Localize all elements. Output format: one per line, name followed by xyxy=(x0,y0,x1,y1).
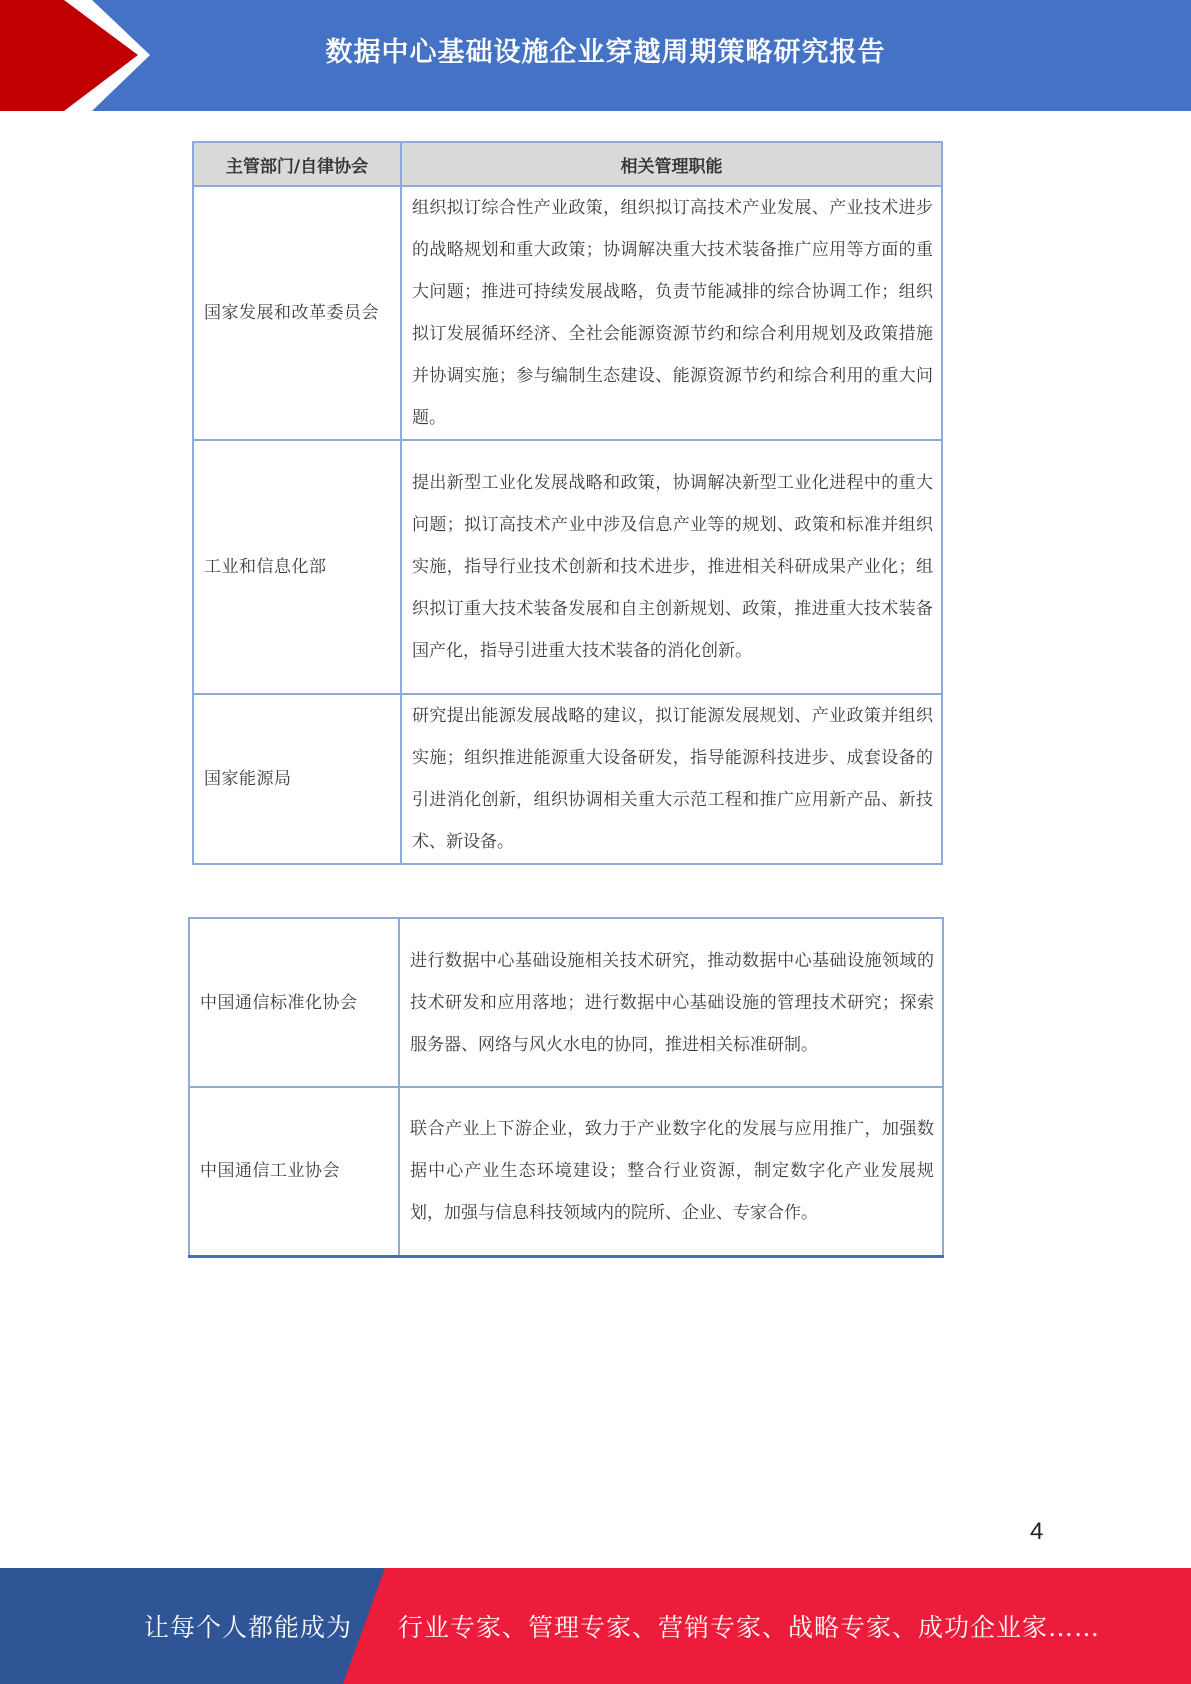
report-title: 数据中心基础设施企业穿越周期策略研究报告 xyxy=(325,36,886,68)
table-row xyxy=(189,918,943,1087)
org-duty: 进行数据中心基础设施相关技术研究，推动数据中心基础设施领域的技术研发和应用落地；进行数据中心基础设施的管理技术研究；探索服务器、网络与风火水电的协同，推进相关标准研制。 xyxy=(399,918,943,1087)
org-duty: 联合产业上下游企业，致力于产业数字化的发展与应用推广，加强数据中心产业生态环境建设；整合行业资源，制定数字化产业发展规划，加强与信息科技领域内的院所、企业、专家合作。 xyxy=(399,1087,943,1256)
table-row xyxy=(193,186,942,440)
footer-banner xyxy=(0,1568,1191,1684)
org-name: 工业和信息化部 xyxy=(193,440,401,694)
org-duty: 提出新型工业化发展战略和政策，协调解决新型工业化进程中的重大问题；拟订高技术产业中涉及信息产业等的规划、政策和标准并组织实施，指导行业技术创新和技术进步，推进相关科研成果产业化；组织拟订重大技术装备发展和自主创新规划、政策，推进重大技术装备国产化，指导引进重大技术装备的消化创新。 xyxy=(401,440,942,694)
column-header-department: 主管部门/自律协会 xyxy=(193,142,401,186)
regulator-table xyxy=(192,141,943,865)
header-banner xyxy=(0,0,1191,111)
org-duty: 组织拟订综合性产业政策，组织拟订高技术产业发展、产业技术进步的战略规划和重大政策；协调解决重大技术装备推广应用等方面的重大问题；推进可持续发展战略，负责节能减排的综合协调工作；组织拟订发展循环经济、全社会能源资源节约和综合利用规划及政策措施并协调实施；参与编制生态建设、能源资源节约和综合利用的重大问题。 xyxy=(401,186,942,440)
table-row xyxy=(193,694,942,864)
org-name: 国家发展和改革委员会 xyxy=(193,186,401,440)
table-row xyxy=(189,1087,943,1256)
footer-slogan-right: 行业专家、管理专家、营销专家、战略专家、成功企业家…… xyxy=(398,1613,1101,1642)
org-duty: 研究提出能源发展战略的建议，拟订能源发展规划、产业政策并组织实施；组织推进能源重大设备研发，指导能源科技进步、成套设备的引进消化创新，组织协调相关重大示范工程和推广应用新产品、新技术、新设备。 xyxy=(401,694,942,864)
org-name: 中国通信工业协会 xyxy=(189,1087,399,1256)
org-name: 国家能源局 xyxy=(193,694,401,864)
org-name: 中国通信标准化协会 xyxy=(189,918,399,1087)
page-number: 4 xyxy=(1030,1518,1044,1545)
table-row xyxy=(193,440,942,694)
footer-slogan-left: 让每个人都能成为 xyxy=(144,1613,353,1642)
association-table xyxy=(188,917,944,1258)
column-header-function: 相关管理职能 xyxy=(401,142,942,186)
table-header-row xyxy=(193,142,942,186)
